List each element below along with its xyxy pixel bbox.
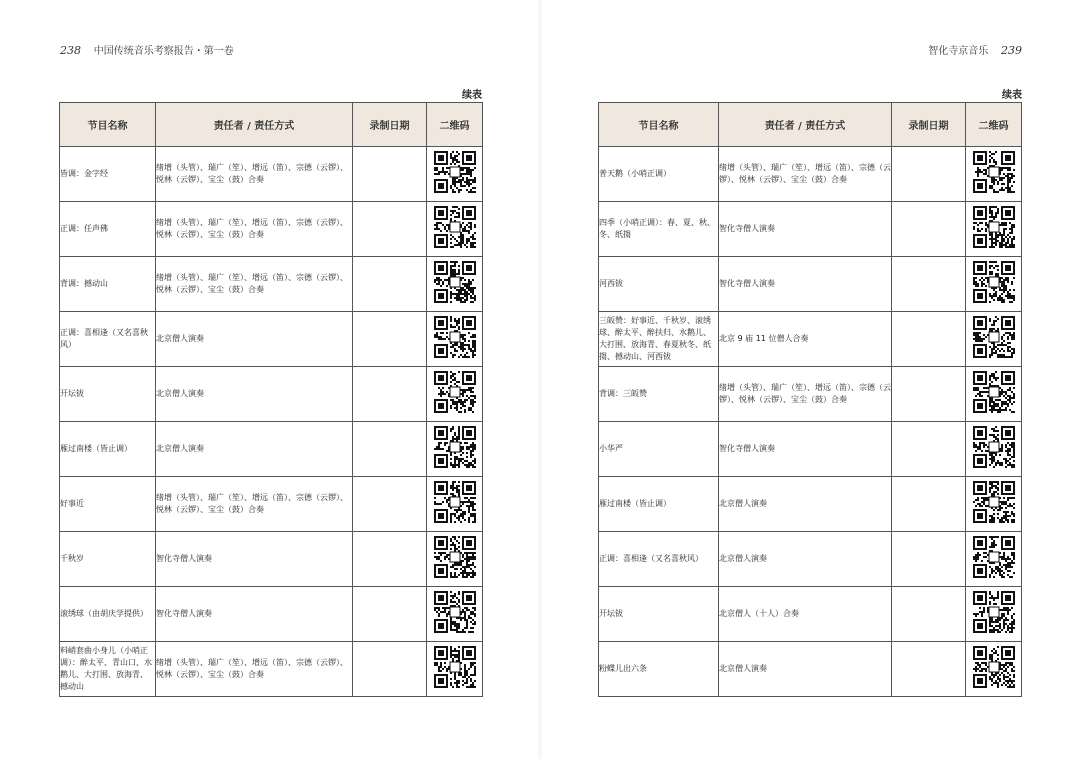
responsibility: 北京僧人演奏: [156, 312, 353, 367]
qr-code-icon[interactable]: [434, 206, 476, 252]
qr-code-icon[interactable]: [973, 426, 1015, 472]
qr-cell: [427, 257, 483, 312]
responsibility: 智化寺僧人演奏: [719, 422, 892, 477]
program-title: 四季（小哨正调）：春、夏、秋、冬、纸搊: [599, 202, 719, 257]
responsibility: 智化寺僧人演奏: [156, 587, 353, 642]
qr-code-icon[interactable]: [434, 371, 476, 417]
col-header-responsibility: 责任者 / 责任方式: [156, 103, 353, 147]
responsibility: 北京僧人演奏: [156, 422, 353, 477]
program-title: 料峭套曲小身儿（小哨正调）：醉太平、青山口、水鹅儿、大打围、放海青、撼动山: [60, 642, 156, 697]
table-row: [60, 257, 483, 312]
recording-date: [892, 202, 966, 257]
recording-date: [353, 532, 427, 587]
recording-date: [892, 532, 966, 587]
col-header-title: 节目名称: [599, 103, 719, 147]
recording-date: [353, 587, 427, 642]
qr-cell: [427, 422, 483, 477]
qr-cell: [427, 147, 483, 202]
table-row: [599, 532, 1022, 587]
qr-code-icon[interactable]: [973, 646, 1015, 692]
qr-code-icon[interactable]: [434, 426, 476, 472]
program-table: [598, 102, 1022, 697]
table-row: [60, 312, 483, 367]
table-row: [599, 312, 1022, 367]
qr-cell: [966, 367, 1022, 422]
recording-date: [892, 477, 966, 532]
continued-label: 续表: [462, 90, 482, 101]
table-header-row: [60, 103, 483, 147]
program-title: 粉蝶儿出六条: [599, 642, 719, 697]
recording-date: [353, 257, 427, 312]
qr-code-icon[interactable]: [434, 646, 476, 692]
recording-date: [353, 477, 427, 532]
table-row: [599, 147, 1022, 202]
col-header-qr: 二维码: [966, 103, 1022, 147]
responsibility: 绪增（头管）、瑞广（笙）、增远（笛）、宗德（云锣）、悦林（云锣）、宝尘（鼓）合奏: [156, 477, 353, 532]
responsibility: 北京僧人演奏: [719, 642, 892, 697]
table-header-row: [599, 103, 1022, 147]
recording-date: [892, 587, 966, 642]
running-title: 中国传统音乐考察报告・第一卷: [93, 46, 234, 57]
table-row: [599, 367, 1022, 422]
qr-code-icon[interactable]: [973, 206, 1015, 252]
recording-date: [892, 147, 966, 202]
continued-label: 续表: [1002, 90, 1022, 101]
table-row: [599, 477, 1022, 532]
qr-cell: [966, 642, 1022, 697]
qr-cell: [427, 202, 483, 257]
recording-date: [353, 312, 427, 367]
program-title: 背调：三皈赞: [599, 367, 719, 422]
col-header-qr: 二维码: [427, 103, 483, 147]
table-row: [60, 422, 483, 477]
running-title: 智化寺京音乐: [928, 46, 989, 57]
responsibility: 绪增（头管）、瑞广（笙）、增远（笛）、宗德（云锣）、悦林（云锣）、宝尘（鼓）合奏: [156, 202, 353, 257]
program-title: 正调：喜相逢（又名喜秋风）: [599, 532, 719, 587]
table-row: [599, 642, 1022, 697]
qr-cell: [427, 642, 483, 697]
program-title: 皆调：金字经: [60, 147, 156, 202]
table-row: [60, 587, 483, 642]
table-row: [60, 202, 483, 257]
table-row: [599, 422, 1022, 477]
program-table: [59, 102, 483, 697]
table-row: [60, 532, 483, 587]
table-row: [60, 367, 483, 422]
qr-code-icon[interactable]: [434, 536, 476, 582]
recording-date: [892, 312, 966, 367]
responsibility: 绪增（头管）、瑞广（笙）、增远（笛）、宗德（云锣）、悦林（云锣）、宝尘（鼓）合奏: [156, 257, 353, 312]
qr-cell: [966, 587, 1022, 642]
recording-date: [353, 642, 427, 697]
recording-date: [353, 422, 427, 477]
page-number: 238: [60, 44, 81, 57]
qr-cell: [966, 147, 1022, 202]
program-title: 雁过南楼（皆止调）: [60, 422, 156, 477]
program-title: 正调：任声佛: [60, 202, 156, 257]
recording-date: [892, 422, 966, 477]
col-header-date: 录制日期: [892, 103, 966, 147]
recording-date: [892, 642, 966, 697]
running-head-left: [60, 42, 234, 57]
qr-code-icon[interactable]: [973, 261, 1015, 307]
table-row: [60, 477, 483, 532]
program-title: 雁过南楼（皆止调）: [599, 477, 719, 532]
qr-code-icon[interactable]: [973, 371, 1015, 417]
col-header-title: 节目名称: [60, 103, 156, 147]
responsibility: 绪增（头管）、瑞广（笙）、增远（笛）、宗德（云锣）、悦林（云锣）、宝尘（鼓）合奏: [156, 642, 353, 697]
qr-code-icon[interactable]: [434, 481, 476, 527]
qr-code-icon[interactable]: [973, 151, 1015, 197]
qr-cell: [966, 202, 1022, 257]
responsibility: 绪增（头管）、瑞广（笙）、增远（笛）、宗德（云锣）、悦林（云锣）、宝尘（鼓）合奏: [719, 147, 892, 202]
qr-cell: [427, 367, 483, 422]
responsibility: 智化寺僧人演奏: [719, 202, 892, 257]
responsibility: 北京僧人（十人）合奏: [719, 587, 892, 642]
program-title: 开坛钹: [599, 587, 719, 642]
table-row: [599, 202, 1022, 257]
qr-code-icon[interactable]: [434, 316, 476, 362]
responsibility: 智化寺僧人演奏: [719, 257, 892, 312]
recording-date: [353, 202, 427, 257]
page-number: 239: [1001, 44, 1022, 57]
responsibility: 北京僧人演奏: [156, 367, 353, 422]
recording-date: [892, 257, 966, 312]
qr-code-icon[interactable]: [434, 261, 476, 307]
right-page: [540, 0, 1080, 759]
program-title: 好事近: [60, 477, 156, 532]
table-row: [60, 147, 483, 202]
qr-code-icon[interactable]: [973, 481, 1015, 527]
qr-cell: [966, 312, 1022, 367]
responsibility: 绪增（头管）、瑞广（笙）、增远（笛）、宗德（云锣）、悦林（云锣）、宝尘（鼓）合奏: [156, 147, 353, 202]
qr-cell: [427, 312, 483, 367]
col-header-responsibility: 责任者 / 责任方式: [719, 103, 892, 147]
program-title: 三皈赞：好事近、千秋岁、滚绣球、醉太平、醉扶归、水鹅儿、大打围、放海青、春夏秋冬、纸搊、撼动山、河西钹: [599, 312, 719, 367]
qr-code-icon[interactable]: [973, 316, 1015, 362]
qr-cell: [966, 257, 1022, 312]
program-title: 正调：喜相逢（又名喜秋风）: [60, 312, 156, 367]
program-title: 小华严: [599, 422, 719, 477]
program-title: 开坛钹: [60, 367, 156, 422]
recording-date: [892, 367, 966, 422]
responsibility: 北京 9 庙 11 位僧人合奏: [719, 312, 892, 367]
program-title: 背调：撼动山: [60, 257, 156, 312]
responsibility: 智化寺僧人演奏: [156, 532, 353, 587]
qr-cell: [966, 532, 1022, 587]
qr-code-icon[interactable]: [973, 591, 1015, 637]
program-title: 河西钹: [599, 257, 719, 312]
qr-cell: [427, 477, 483, 532]
responsibility: 绪增（头管）、瑞广（笙）、增远（笛）、宗德（云锣）、悦林（云锣）、宝尘（鼓）合奏: [719, 367, 892, 422]
program-title: 滚绣球（由胡庆学提供）: [60, 587, 156, 642]
col-header-date: 录制日期: [353, 103, 427, 147]
qr-cell: [427, 587, 483, 642]
responsibility: 北京僧人演奏: [719, 532, 892, 587]
qr-code-icon[interactable]: [434, 151, 476, 197]
program-title: 普天鹅（小哨正调）: [599, 147, 719, 202]
responsibility: 北京僧人演奏: [719, 477, 892, 532]
table-row: [60, 642, 483, 697]
program-title: 千秋岁: [60, 532, 156, 587]
qr-code-icon[interactable]: [973, 536, 1015, 582]
qr-cell: [966, 477, 1022, 532]
qr-cell: [966, 422, 1022, 477]
recording-date: [353, 367, 427, 422]
recording-date: [353, 147, 427, 202]
qr-cell: [427, 532, 483, 587]
table-row: [599, 257, 1022, 312]
table-row: [599, 587, 1022, 642]
qr-code-icon[interactable]: [434, 591, 476, 637]
running-head-right: [928, 42, 1022, 57]
